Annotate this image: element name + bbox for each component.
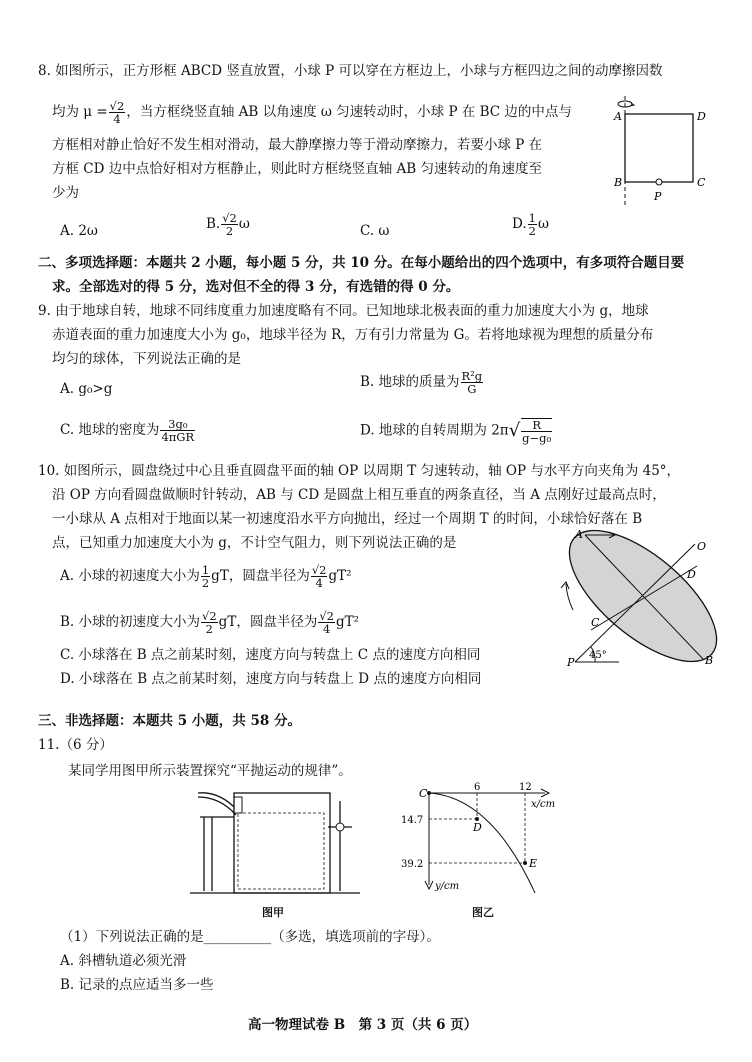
q9-line3: 均匀的球体，下列说法正确的是	[52, 351, 241, 367]
q10-option-b-den1: 2	[205, 622, 213, 636]
q8-option-d-fraction	[528, 212, 537, 237]
q10-option-b-num1: √2	[202, 609, 217, 623]
q8-figure-square-frame	[600, 90, 720, 210]
q8-option-d-prefix: D.	[512, 216, 527, 232]
section2-heading-line1: 二、多项选择题：本题共 2 小题，每小题 5 分，共 10 分。在每小题给出的四个选项中，有多项符合题目要	[38, 255, 685, 271]
q8-fig-label-c: C	[697, 176, 706, 189]
q11-fig2-tick-39-2: 39.2	[401, 859, 424, 870]
q8-line2	[52, 100, 572, 125]
q8-fig-label-a: A	[614, 110, 622, 123]
q8-option-b-fraction	[221, 212, 238, 237]
q8-fig-label-p: P	[654, 190, 662, 203]
q10-option-b-suffix: gT²	[335, 614, 360, 630]
q10-option-a-suffix: gT²	[328, 568, 352, 584]
page-footer: 高一物理试卷 B 第 3 页（共 6 页）	[248, 1017, 478, 1033]
q8-option-c: C. ω	[360, 223, 390, 239]
q10-fig-label-c: C	[591, 616, 600, 629]
q9-option-c-num: 3g₀	[160, 418, 195, 431]
q8-option-d	[512, 212, 549, 237]
q10-option-b-prefix: B. 小球的初速度大小为	[60, 614, 201, 630]
q10-figure-rotating-disk	[555, 520, 725, 670]
q10-line1: 10. 如图所示，圆盘绕过中心且垂直圆盘平面的轴 OP 以周期 T 匀速转动，轴 OP 与水平方向夹角为 45°，	[38, 463, 681, 479]
q10-fig-label-o: O	[697, 540, 707, 553]
q10-option-b-fraction2	[318, 610, 335, 635]
q10-option-a-den2: 4	[315, 576, 323, 590]
q11-fig2-label-c: C	[419, 787, 428, 800]
q8-option-a: A. 2ω	[60, 223, 98, 239]
q8-option-b-prefix: B.	[206, 216, 221, 232]
section3-heading: 三、非选择题：本题共 5 小题，共 58 分。	[38, 713, 301, 729]
q10-option-b-fraction1	[201, 610, 218, 635]
q11-fig1-caption: 图甲	[262, 906, 284, 919]
q8-option-b-num: √2	[222, 211, 237, 225]
q9-option-b-prefix: B. 地球的质量为	[360, 374, 460, 390]
q11-fig2-caption: 图乙	[472, 906, 494, 919]
q10-fig-label-p: P	[567, 656, 575, 669]
q10-line2: 沿 OP 方向看圆盘做顺时针转动，AB 与 CD 是圆盘上相互垂直的两条直径，当 A 点刚好过最高点时，	[52, 487, 666, 503]
q9-option-c-fraction	[160, 418, 195, 443]
q8-option-b	[206, 212, 250, 237]
q8-fig-label-b: B	[614, 176, 623, 189]
q8-option-b-suffix: ω	[238, 216, 250, 232]
q11-option-a: A. 斜槽轨道必须光滑	[60, 953, 187, 969]
q10-line3: 一小球从 A 点相对于地面以某一初速度沿水平方向抛出，经过一个周期 T 的时间，小球恰好落在 B	[52, 511, 643, 527]
q11-figure-apparatus	[190, 783, 360, 903]
q8-fig-label-d: D	[697, 110, 706, 123]
q11-option-b: B. 记录的点应适当多一些	[60, 977, 214, 993]
q10-option-b-num2: √2	[319, 609, 334, 623]
q10-line4: 点，已知重力加速度大小为 g，不计空气阻力，则下列说法正确的是	[52, 535, 457, 551]
q8-mu-den: 4	[113, 112, 121, 126]
q9-option-a: A. g₀>g	[60, 381, 113, 397]
q10-fig-label-d: D	[687, 568, 696, 581]
q11-fig2-tick-14-7: 14.7	[401, 815, 424, 826]
q10-option-a-num1: 1	[201, 563, 210, 577]
q9-option-b-den: G	[467, 382, 477, 396]
q11-intro: 某同学用图甲所示装置探究“平抛运动的规律”。	[68, 763, 352, 779]
q9-option-d-prefix: D. 地球的自转周期为 2π	[360, 422, 509, 439]
q9-option-b	[360, 370, 484, 395]
q10-fig-angle: 45°	[589, 650, 607, 661]
q10-fig-label-a: A	[575, 528, 583, 541]
q11-subquestion-1: （1）下列说法正确的是__________（多选，填选项前的字母）。	[60, 929, 440, 945]
q8-mu-fraction	[109, 100, 126, 125]
q11-fig2-tick-12: 12	[519, 782, 532, 793]
q8-option-d-num: 1	[528, 211, 536, 225]
q10-option-a-prefix: A. 小球的初速度大小为	[60, 568, 200, 584]
q11-heading: 11.（6 分）	[38, 737, 113, 753]
q11-fig2-label-e: E	[529, 857, 538, 870]
q10-option-c: C. 小球落在 B 点之前某时刻，速度方向与转盘上 C 点的速度方向相同	[60, 647, 481, 663]
q10-option-a-den1: 2	[201, 576, 210, 590]
q10-option-b-mid: gT，圆盘半径为	[218, 614, 318, 630]
q10-option-a-fraction2	[311, 564, 328, 589]
q9-option-c-den: 4πGR	[161, 430, 195, 444]
q11-figure-trajectory-grid	[395, 783, 560, 901]
q8-option-b-den: 2	[225, 224, 234, 238]
q8-mu-num: √2	[109, 99, 125, 113]
q8-option-d-den: 2	[528, 224, 536, 238]
q8-line2-a: 均为 μ =	[52, 104, 108, 120]
q9-option-d-den: g−g₀	[522, 431, 552, 445]
q10-option-a-num2: √2	[311, 563, 327, 577]
q11-fig2-tick-6: 6	[474, 782, 481, 793]
q11-fig2-xlabel: x/cm	[531, 799, 556, 810]
q11-fig2-ylabel: y/cm	[435, 881, 460, 892]
q10-option-a-mid: gT，圆盘半径为	[211, 568, 310, 584]
q9-option-b-num: R²g	[461, 369, 483, 383]
q10-option-b-den2: 4	[322, 622, 331, 636]
q9-option-d	[360, 418, 553, 444]
q10-option-d: D. 小球落在 B 点之前某时刻，速度方向与转盘上 D 点的速度方向相同	[60, 671, 482, 687]
q9-line1: 9. 由于地球自转，地球不同纬度重力加速度略有不同。已知地球北极表面的重力加速度大小为 g，地球	[38, 303, 649, 319]
q9-option-c-prefix: C. 地球的密度为	[60, 422, 160, 438]
q8-line4: 方框 CD 边中点恰好相对方框静止，则此时方框绕竖直轴 AB 匀速转动的角速度至	[52, 161, 542, 177]
q9-option-b-fraction	[461, 370, 484, 395]
q8-line1: 8. 如图所示，正方形框 ABCD 竖直放置，小球 P 可以穿在方框边上，小球与方框四边之间的动摩擦因数	[38, 63, 663, 79]
q9-option-c	[60, 418, 196, 443]
q8-line3: 方框相对静止恰好不发生相对滑动，最大静摩擦力等于滑动摩擦力，若要小球 P 在	[52, 137, 543, 153]
q8-line5: 少为	[52, 185, 79, 201]
q8-line2-b: ，当方框绕竖直轴 AB 以角速度 ω 匀速转动时，小球 P 在 BC 边的中点与	[126, 104, 572, 120]
q9-line2: 赤道表面的重力加速度大小为 g₀，地球半径为 R，万有引力常量为 G。若将地球视为理想的质量分布	[52, 327, 654, 343]
q8-option-d-suffix: ω	[537, 216, 549, 232]
q10-option-a-fraction1	[201, 564, 210, 589]
q9-option-d-fraction	[521, 418, 552, 444]
q10-fig-label-b: B	[705, 654, 714, 667]
q11-fig2-label-d: D	[473, 821, 482, 834]
q10-option-a	[60, 564, 352, 589]
q9-option-d-num: R	[521, 419, 552, 432]
section2-heading-line2: 求。全部选对的得 5 分，选对但不全的得 3 分，有选错的得 0 分。	[52, 279, 460, 295]
q10-option-b	[60, 610, 359, 635]
sqrt-sign-icon: √	[508, 420, 521, 441]
